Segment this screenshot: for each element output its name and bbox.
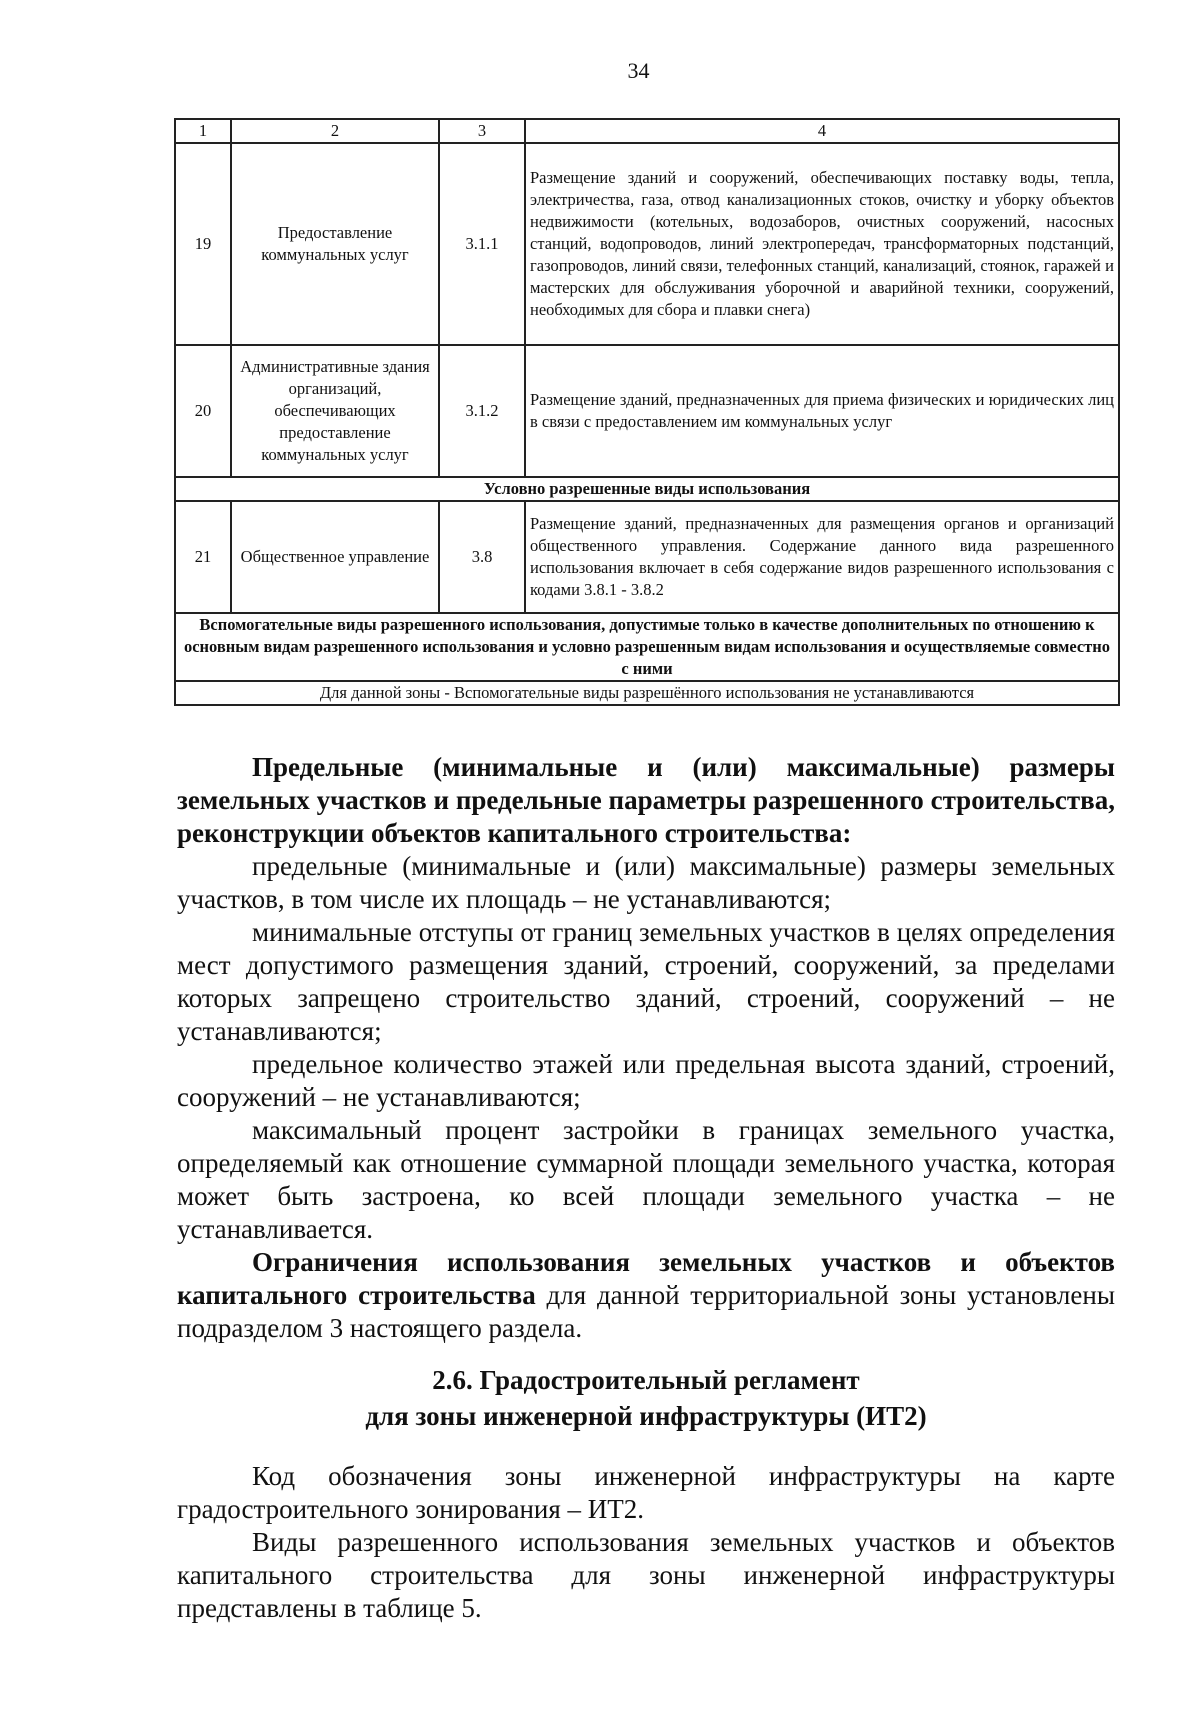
header-cell: 1 xyxy=(175,119,231,143)
section-heading xyxy=(177,1362,1115,1434)
use-name: Предоставление коммунальных услуг xyxy=(231,143,439,345)
auxiliary-note: Для данной зоны - Вспомогательные виды разрешённого использования не устанавливаются xyxy=(175,681,1119,705)
limits-heading: Предельные (минимальные и (или) максимальные) размеры земельных участков и предельные параметры разрешенного строительства, реконструкции объектов капитального строительства: xyxy=(177,752,1115,848)
use-code: 3.1.2 xyxy=(439,345,525,477)
table-row xyxy=(175,143,1119,345)
use-description: Размещение зданий и сооружений, обеспечивающих поставку воды, тепла, электричества, газа, отвод канализационных стоков, очистку и уборку объектов недвижимости (котельных, водозаборов, очистных сооружений, насосных станций, водопроводов, линий электропередач, трансформаторных подстанций, газопроводов, линий связи, телефонных станций, канализаций, стоянок, гаражей и мастерских для обслуживания уборочной и аварийной техники, сооружений, необходимых для сбора и плавки снега) xyxy=(525,143,1119,345)
use-description: Размещение зданий, предназначенных для размещения органов и организаций общественного управления. Содержание данного вида разрешенного использования включает в себя содержание видов разрешенного использования с кодами 3.8.1 - 3.8.2 xyxy=(525,501,1119,613)
limits-item: максимальный процент застройки в границах земельного участка, определяемый как отношение суммарной площади земельного участка, которая может быть застроена, ко всей площади земельного участка – не устанавливается. xyxy=(177,1115,1115,1244)
limits-item: предельные (минимальные и (или) максимальные) размеры земельных участков, в том числе их площадь – не устанавливаются; xyxy=(177,851,1115,914)
page-number: 34 xyxy=(627,58,650,83)
use-code: 3.1.1 xyxy=(439,143,525,345)
header-cell: 2 xyxy=(231,119,439,143)
row-number: 20 xyxy=(175,345,231,477)
restrictions-rest: для данной территориальной зоны установлены подразделом 3 настоящего раздела. xyxy=(177,1280,1115,1343)
section-label: Условно разрешенные виды использования xyxy=(175,477,1119,501)
use-name: Административные здания организаций, обеспечивающих предоставление коммунальных услуг xyxy=(231,345,439,477)
header-cell: 3 xyxy=(439,119,525,143)
row-number: 19 xyxy=(175,143,231,345)
section-title-line1: 2.6. Градостроительный регламент xyxy=(432,1365,860,1395)
limits-item: предельное количество этажей или предельная высота зданий, строений, сооружений – не устанавливаются; xyxy=(177,1049,1115,1112)
use-name: Общественное управление xyxy=(231,501,439,613)
use-code: 3.8 xyxy=(439,501,525,613)
restrictions-paragraph xyxy=(177,1246,1115,1345)
row-number: 21 xyxy=(175,501,231,613)
section-body xyxy=(177,1460,1115,1625)
auxiliary-note-row xyxy=(175,681,1119,705)
use-description: Размещение зданий, предназначенных для приема физических и юридических лиц в связи с предоставлением им коммунальных услуг xyxy=(525,345,1119,477)
section-paragraph: Виды разрешенного использования земельных участков и объектов капитального строительства для зоны инженерной инфраструктуры представлены в таблице 5. xyxy=(177,1527,1115,1623)
limits-block xyxy=(177,751,1115,1345)
limits-item: минимальные отступы от границ земельных участков в целях определения мест допустимого размещения зданий, строений, сооружений, за пределами которых запрещено строительство зданий, строений, сооружений – не устанавливаются; xyxy=(177,917,1115,1046)
conditional-section-header xyxy=(175,477,1119,501)
restrictions-bold: Ограничения использования земельных участков и объектов капитального строительства xyxy=(177,1247,1115,1310)
section-label: Вспомогательные виды разрешенного использования, допустимые только в качестве дополнительных по отношению к основным видам разрешенного использования и условно разрешенным видам использования и осуществляемые совместно с ними xyxy=(175,613,1119,681)
section-title-line2: для зоны инженерной инфраструктуры (ИТ2) xyxy=(365,1401,927,1431)
header-cell: 4 xyxy=(525,119,1119,143)
table-row xyxy=(175,501,1119,613)
table-row xyxy=(175,345,1119,477)
section-paragraph: Код обозначения зоны инженерной инфраструктуры на карте градостроительного зонирования – ИТ2. xyxy=(177,1461,1115,1524)
auxiliary-section-header xyxy=(175,613,1119,681)
land-use-table xyxy=(174,118,1120,706)
table-header-row xyxy=(175,119,1119,143)
